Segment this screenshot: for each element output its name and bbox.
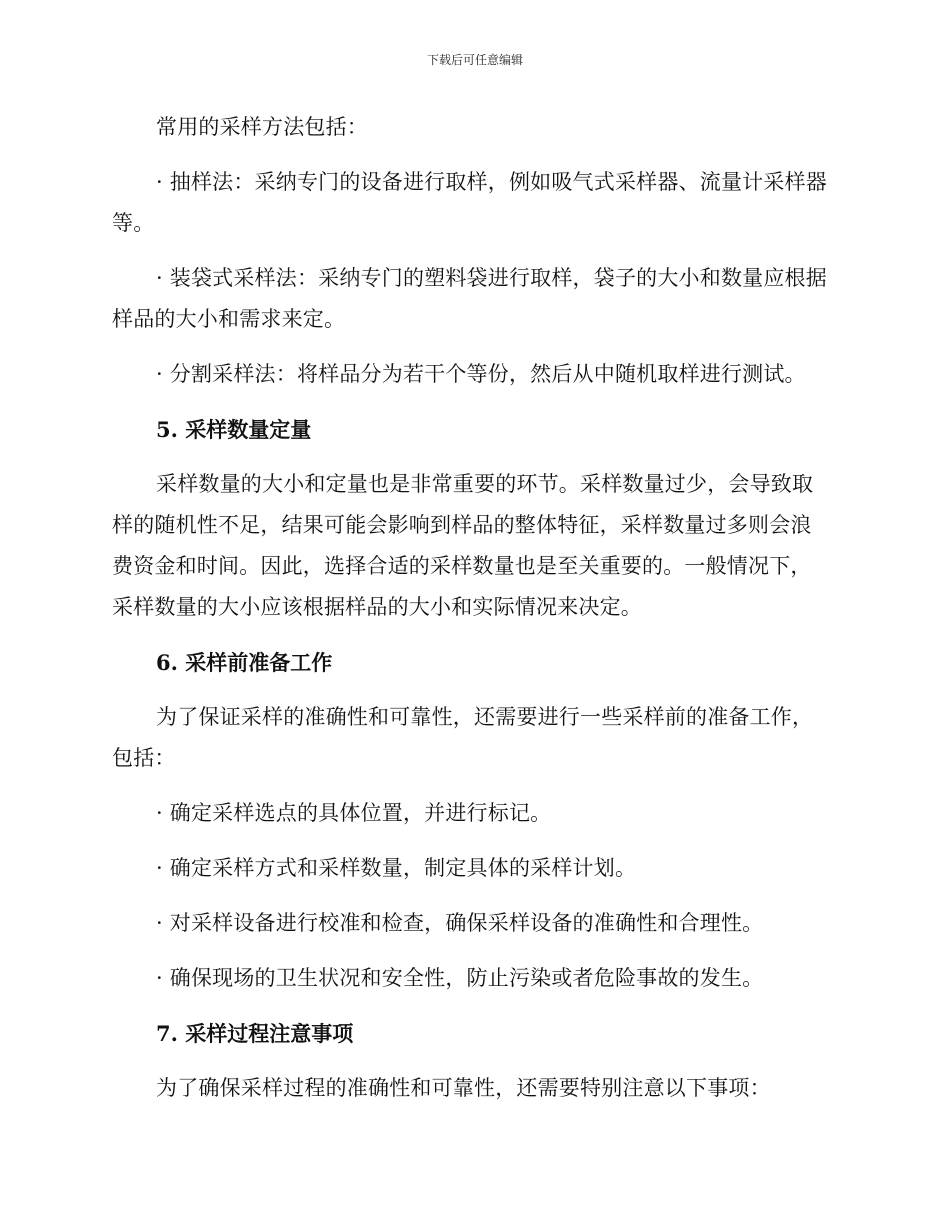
bullet-extraction-method: · 抽样法：采纳专门的设备进行取样，例如吸气式采样器、流量计采样器等。 bbox=[112, 170, 827, 235]
section-heading-7: 7. 采样过程注意事项 bbox=[156, 1021, 354, 1046]
paragraph-sample-quantity: 采样数量的大小和定量也是非常重要的环节。采样数量过少，会导致取样的随机性不足，结果可能会影响到样品的整体特征，采样数量过多则会浪费资金和时间。因此，选择合适的采样数量也是至关重要的。一般情况下，采样数量的大小应该根据样品的大小和实际情况来决定。 bbox=[112, 472, 814, 619]
document-body bbox=[112, 107, 832, 1109]
bullet-determine-location: · 确定采样选点的具体位置，并进行标记。 bbox=[156, 801, 552, 825]
bullet-division-method: · 分割采样法：将样品分为若干个等份，然后从中随机取样进行测试。 bbox=[156, 362, 806, 386]
section-heading-5: 5. 采样数量定量 bbox=[156, 417, 312, 442]
section-heading-6: 6. 采样前准备工作 bbox=[156, 650, 333, 675]
bullet-determine-method: · 确定采样方式和采样数量，制定具体的采样计划。 bbox=[156, 856, 637, 880]
bullet-bag-method: · 装袋式采样法：采纳专门的塑料袋进行取样，袋子的大小和数量应根据样品的大小和需求来定。 bbox=[112, 266, 827, 331]
page-header: 下载后可任意编辑 bbox=[426, 53, 523, 67]
bullet-calibrate-equipment: · 对采样设备进行校准和检查，确保采样设备的准确性和合理性。 bbox=[156, 911, 764, 935]
bullet-ensure-safety: · 确保现场的卫生状况和安全性，防止污染或者危险事故的发生。 bbox=[156, 966, 764, 990]
paragraph-preparation-intro: 为了保证采样的准确性和可靠性，还需要进行一些采样前的准备工作，包括： bbox=[112, 705, 814, 770]
paragraph-process-notes-intro: 为了确保采样过程的准确性和可靠性，还需要特别注意以下事项： bbox=[156, 1076, 771, 1100]
paragraph-sampling-methods-intro: 常用的采样方法包括： bbox=[156, 115, 368, 139]
